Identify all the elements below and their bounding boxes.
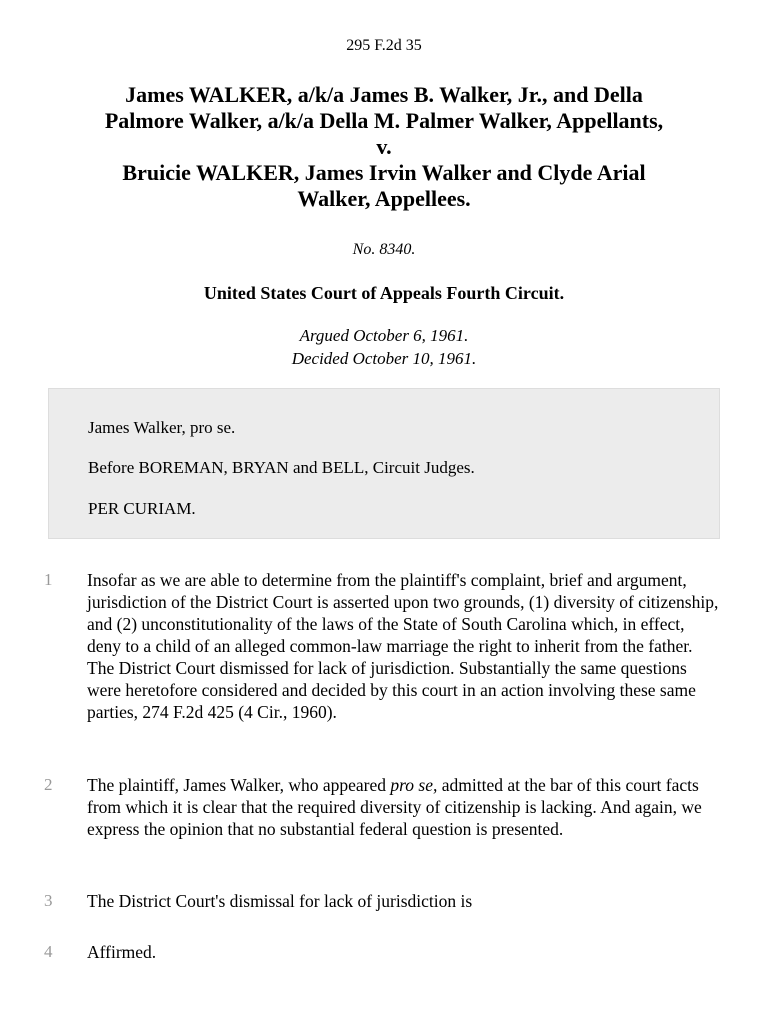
- paragraph-number[interactable]: 1: [44, 570, 53, 589]
- appellants-line-1: James WALKER, a/k/a James B. Walker, Jr., and Della: [125, 82, 643, 107]
- paragraph-text-italic: pro se,: [390, 775, 438, 795]
- paragraph-number[interactable]: 2: [44, 775, 53, 794]
- paragraph-text: Affirmed.: [87, 942, 157, 962]
- paragraph-text: Insofar as we are able to determine from the plaintiff's complaint, brief and argument, jurisdiction of the District Court is asserted upon two grounds, (1) diversity of citizenship, and (2) unconstitutionality of the laws of the State of South Carolina which, in effect, deny to a child of an alleged common-law marriage the right to inherit from the father. The District Court dismissed for lack of jurisdiction. Substantially the same questions were heretofore considered and decided by this court in an action involving these same parties, 274 F.2d 425 (4 Cir., 1960).: [87, 570, 719, 722]
- paragraph-text-part: admitted at the bar of this court facts from which it is clear that the required diversity of citizenship is lacking. And again, we express the opinion that no substantial federal question is presented.: [87, 775, 702, 839]
- docket-number: No. 8340.: [352, 241, 416, 258]
- versus: v.: [376, 134, 392, 159]
- paragraph-number[interactable]: 3: [44, 891, 53, 910]
- case-dates: [0, 324, 768, 370]
- citation: 295 F.2d 35: [346, 37, 422, 54]
- court-name: United States Court of Appeals Fourth Circuit.: [203, 283, 565, 303]
- paragraph-number[interactable]: 4: [44, 942, 53, 961]
- appellees-line-2: Walker, Appellees.: [297, 186, 471, 211]
- case-caption: [40, 82, 728, 212]
- per-curiam: PER CURIAM.: [88, 499, 196, 518]
- paragraph-text-part: The plaintiff, James Walker, who appeared: [87, 775, 391, 795]
- argued-date: Argued October 6, 1961.: [299, 326, 469, 345]
- decided-date: Decided October 10, 1961.: [291, 349, 477, 368]
- counsel: James Walker, pro se.: [88, 418, 236, 437]
- opinion-header-box: [48, 388, 720, 539]
- judges-panel: Before BOREMAN, BRYAN and BELL, Circuit Judges.: [88, 458, 475, 477]
- paragraph-text: The District Court's dismissal for lack of jurisdiction is: [87, 891, 473, 911]
- paragraph-text: [87, 774, 719, 840]
- appellees-line-1: Bruicie WALKER, James Irvin Walker and Clyde Arial: [122, 160, 646, 185]
- appellants-line-2: Palmore Walker, a/k/a Della M. Palmer Walker, Appellants,: [104, 108, 664, 133]
